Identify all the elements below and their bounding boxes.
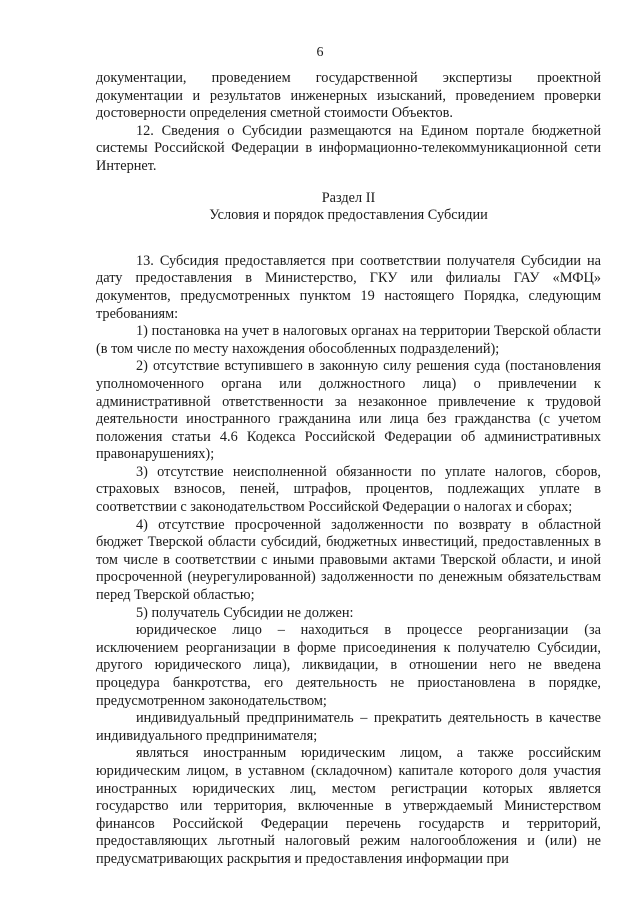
document-body xyxy=(96,70,601,869)
paragraph: 13. Субсидия предоставляется при соответствии получателя Субсидии на дату предоставления в Министерство, ГКУ или филиалы ГАУ «МФЦ» документов, предусмотренных пунктом 19 настоящего Порядка, следующим требованиям: xyxy=(96,252,601,322)
paragraph: 1) постановка на учет в налоговых органах на территории Тверской области (в том числе по месту нахождения обособленных подразделений); xyxy=(96,323,601,357)
paragraph: индивидуальный предприниматель – прекратить деятельность в качестве индивидуального предпринимателя; xyxy=(96,710,601,744)
paragraph: 3) отсутствие неисполненной обязанности по уплате налогов, сборов, страховых взносов, пеней, штрафов, процентов, подлежащих уплате в соответствии с законодательством Российской Федерации о налогах и сборах; xyxy=(96,463,601,516)
paragraph: 2) отсутствие вступившего в законную силу решения суда (постановления уполномоченного органа или должностного лица) о привлечении к административной ответственности за незаконное привлечение к трудовой деятельности иностранного гражданина или лица без гражданства (с учетом положения статьи 4.6 Кодекса Российской Федерации об административных правонарушениях); xyxy=(96,358,601,463)
paragraph: 12. Сведения о Субсидии размещаются на Едином портале бюджетной системы Российской Федерации в информационно-телекоммуникационной сети Интернет. xyxy=(96,122,601,174)
paragraph: 5) получатель Субсидии не должен: xyxy=(136,604,354,621)
section-title: Условия и порядок предоставления Субсидии xyxy=(209,207,488,224)
paragraph: юридическое лицо – находиться в процессе реорганизации (за исключением реорганизации в форме присоединения к получателю Субсидии, другого юридического лица), ликвидации, в отношении него не введена процедура банкротства, его деятельность не приостановлена в порядке, предусмотренном законодательством; xyxy=(96,622,601,709)
paragraph: являться иностранным юридическим лицом, а также российским юридическим лицом, в уставном (складочном) капитале которого доля участия иностранных юридических лиц, местом регистрации которых является государство или территория, включенные в утверждаемый Министерством финансов Российской Федерации перечень государств и территорий, предоставляющих льготный налоговый режим налогообложения и (или) не предусматривающих раскрытия и предоставления информации при xyxy=(96,745,601,867)
paragraph: документации, проведением государственной экспертизы проектной документации и результатов инженерных изысканий, проведением проверки достоверности определения сметной стоимости Объектов. xyxy=(96,70,601,122)
paragraph: 4) отсутствие просроченной задолженности по возврату в областной бюджет Тверской области субсидий, бюджетных инвестиций, предоставленных в том числе в соответствии с иными правовыми актами Тверской области, и иной просроченной (неурегулированной) задолженности по денежным обязательствам перед Тверской областью; xyxy=(96,516,601,604)
section-number: Раздел II xyxy=(321,189,376,206)
page-number: 6 xyxy=(316,45,324,60)
